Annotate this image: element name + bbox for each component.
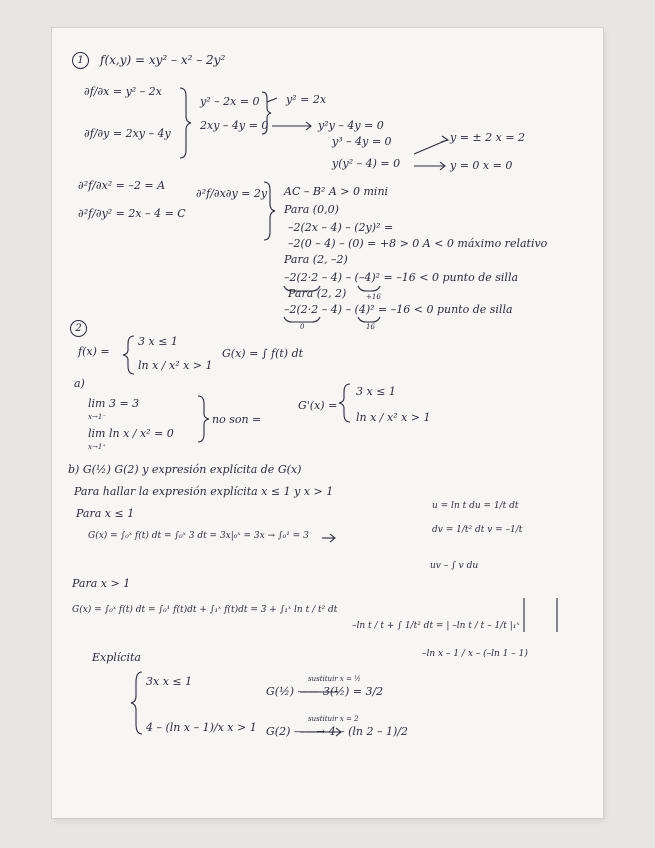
limit-right: lim ln x / x² = 0 [88, 427, 174, 440]
integral-x-gt-1: G(x) = ∫₀ˣ f(t) dt = ∫₀¹ f(t)dt + ∫₁ˣ f(t)dt = 3 + ∫₁ˣ ln t / t² dt [72, 605, 338, 615]
df-dx: ∂f/∂x = y² – 2x [84, 85, 162, 98]
handwriting-strokes [52, 28, 603, 818]
part-b-intro: Para hallar la expresión explícita x ≤ 1 y x > 1 [74, 485, 334, 498]
ex1-function: f(x,y) = xy² – x² – 2y² [100, 53, 226, 67]
point-1-label: Para (0,0) [284, 203, 339, 216]
exercise-1-marker [72, 52, 89, 69]
solution-1: y = ± 2 x = 2 [450, 131, 526, 144]
explicit-case-2: 4 – (ln x – 1)/x x > 1 [146, 721, 257, 734]
case-x-gt-1: Para x > 1 [72, 577, 131, 590]
point-2-eq: –2(2·2 – 4) – (–4)² = –16 < 0 punto de silla [284, 271, 519, 284]
d2f-dxdy: ∂²f/∂x∂y = 2y [196, 187, 268, 200]
notebook-page [52, 28, 603, 818]
G-2-result: G(2) ——→ 4 – (ln 2 – 1)/2 [266, 725, 408, 738]
parts-dv: dv = 1/t² dt v = –1/t [432, 525, 523, 535]
substitute-half-note: sustituir x = ½ [308, 675, 361, 683]
point-3-label: Para (2, 2) [288, 287, 347, 300]
point-3-note-16: 16 [366, 323, 375, 331]
f-def-label: f(x) = [78, 345, 110, 358]
d2f-dx2: ∂²f/∂x² = –2 = A [78, 179, 166, 192]
exercise-1-number: 1 [77, 55, 84, 66]
result-2: y²y – 4y = 0 [318, 119, 384, 132]
f-case-2: ln x / x² x > 1 [138, 359, 213, 372]
integral-x-le-1: G(x) = ∫₀ˣ f(t) dt = ∫₀ˣ 3 dt = 3x|₀ˣ = 3x → ∫₀¹ = 3 [88, 531, 309, 541]
explicit-case-1: 3x x ≤ 1 [146, 675, 193, 688]
f-case-1: 3 x ≤ 1 [138, 335, 178, 348]
part-b-title: b) G(½) G(2) y expresión explícita de G(x) [68, 463, 302, 476]
d2f-dy2: ∂²f/∂y² = 2x – 4 = C [78, 207, 186, 220]
limit-left-sub: x→1⁻ [88, 413, 106, 421]
G-definition: G(x) = ∫ f(t) dt [222, 347, 304, 360]
limit-left: lim 3 = 3 [88, 397, 140, 410]
G-prime-case-1: 3 x ≤ 1 [356, 385, 396, 398]
point-2-note: +16 [366, 293, 381, 301]
exercise-2-number: 2 [75, 323, 82, 334]
explicit-label: Explícita [92, 651, 141, 664]
point-1-eq-b: –2(0 – 4) – (0) = +8 > 0 A < 0 máximo relativo [288, 237, 548, 250]
part-a-label: a) [74, 377, 85, 390]
df-dy: ∂f/∂y = 2xy – 4y [84, 127, 171, 140]
system-eq-1: y² – 2x = 0 [200, 95, 260, 108]
point-2-label: Para (2, –2) [284, 253, 348, 266]
parts-u: u = ln t du = 1/t dt [432, 501, 519, 511]
point-3-note-0: 0 [300, 323, 305, 331]
G-prime-case-2: ln x / x² x > 1 [356, 411, 431, 424]
point-1-eq-a: –2(2x – 4) – (2y)² = [288, 221, 394, 234]
system-eq-2: 2xy – 4y = 0 [200, 119, 269, 132]
exercise-2-marker [70, 320, 87, 337]
point-3-eq: –2(2·2 – 4) – (4)² = –16 < 0 punto de silla [284, 303, 513, 316]
solution-2: y = 0 x = 0 [450, 159, 513, 172]
case-x-le-1: Para x ≤ 1 [76, 507, 135, 520]
evaluated-result: –ln x – 1 / x – (–ln 1 – 1) [422, 649, 528, 659]
not-equal-note: no son = [212, 413, 262, 426]
result-3: y³ – 4y = 0 [332, 135, 392, 148]
result-4: y(y² – 4) = 0 [332, 157, 401, 170]
G-prime-label: G'(x) = [298, 399, 338, 412]
integral-parts-result: –ln t / t + ∫ 1/t² dt = | –ln t / t – 1/t |₁ˣ [352, 621, 520, 631]
parts-formula: uv – ∫ v du [430, 561, 479, 571]
result-1: y² = 2x [286, 93, 327, 106]
G-half-result: G(½) —— 3(½) = 3/2 [266, 685, 384, 698]
substitute-2-note: sustituir x = 2 [308, 715, 359, 723]
limit-right-sub: x→1⁺ [88, 443, 106, 451]
criterion: AC – B² A > 0 mini [284, 185, 389, 198]
